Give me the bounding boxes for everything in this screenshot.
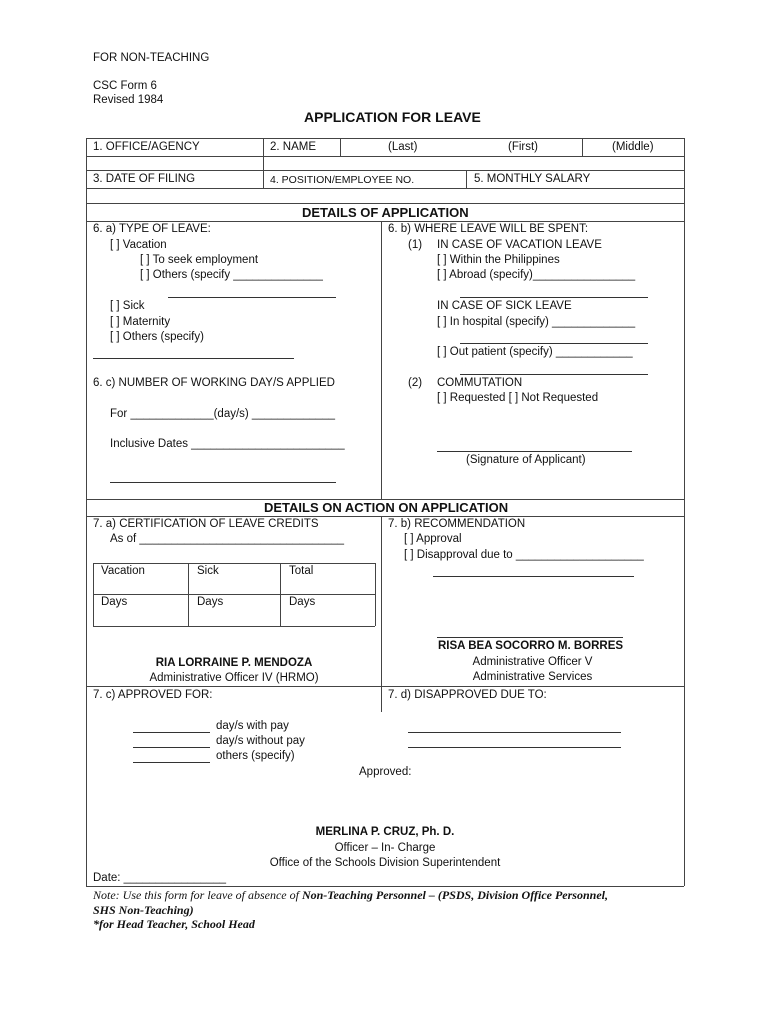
approver-title: Officer – In- Charge [334, 842, 436, 854]
date-field[interactable]: Date: ________________ [93, 872, 227, 884]
as-of-field[interactable]: As of ________________________________ [110, 533, 345, 545]
disapproved-reason-line-2[interactable] [408, 747, 621, 748]
credits-table-border [280, 563, 281, 626]
vacation-case-number: (1) [408, 239, 423, 251]
name-middle-label: (Middle) [612, 141, 654, 153]
in-hospital-line[interactable] [460, 343, 648, 344]
office-agency-label: 1. OFFICE/AGENCY [93, 141, 200, 153]
recommendation-label: 7. b) RECOMMENDATION [388, 518, 526, 530]
recommender-title: Administrative Officer V [472, 656, 593, 668]
note-line-2: SHS Non-Teaching) [93, 903, 194, 917]
days-without-pay-line[interactable] [133, 747, 210, 748]
credits-header-sick: Sick [197, 565, 219, 577]
inclusive-dates-field[interactable]: Inclusive Dates ________________________ [110, 438, 345, 450]
recommender-name: RISA BEA SOCORRO M. BORRES [438, 640, 624, 652]
frame-bottom-border [86, 886, 684, 887]
name-label: 2. NAME [270, 141, 317, 153]
certifier-title: Administrative Officer IV (HRMO) [149, 672, 319, 684]
credits-days-total: Days [289, 596, 316, 608]
page-title: APPLICATION FOR LEAVE [304, 109, 481, 125]
credits-table-border [93, 626, 375, 627]
name-last-label: (Last) [388, 141, 418, 153]
others-checkbox[interactable]: [ ] Others (specify) [110, 331, 204, 343]
frame-right-border [684, 138, 685, 886]
divider [86, 156, 684, 157]
approved-for-label: 7. c) APPROVED FOR: [93, 689, 213, 701]
certification-label: 7. a) CERTIFICATION OF LEAVE CREDITS [93, 518, 319, 530]
credits-days-vacation: Days [101, 596, 128, 608]
frame-left-border [86, 138, 87, 886]
position-label: 4. POSITION/EMPLOYEE NO. [270, 174, 415, 186]
disapproved-due-to-label: 7. d) DISAPPROVED DUE TO: [388, 689, 547, 701]
in-hospital-checkbox[interactable]: [ ] In hospital (specify) _____________ [437, 316, 636, 328]
sick-checkbox[interactable]: [ ] Sick [110, 300, 145, 312]
seek-employment-checkbox[interactable]: [ ] To seek employment [140, 254, 259, 266]
vacation-case-label: IN CASE OF VACATION LEAVE [437, 239, 602, 251]
note-line-3: *for Head Teacher, School Head [93, 917, 255, 931]
divider [381, 221, 382, 499]
commutation-options[interactable]: [ ] Requested [ ] Not Requested [437, 392, 599, 404]
abroad-line[interactable] [460, 297, 648, 298]
for-days-field[interactable]: For _____________(day/s) _____________ [110, 408, 336, 420]
commutation-number: (2) [408, 377, 423, 389]
divider [582, 138, 583, 156]
divider [86, 188, 684, 189]
credits-header-vacation: Vacation [101, 565, 145, 577]
recommender-unit: Administrative Services [472, 671, 593, 683]
form-number: CSC Form 6 [93, 80, 157, 92]
vacation-checkbox[interactable]: [ ] Vacation [110, 239, 167, 251]
divider [86, 516, 684, 517]
credits-header-total: Total [289, 565, 314, 577]
divider [86, 221, 684, 222]
credits-table-border [375, 563, 376, 626]
credits-table-border [93, 594, 375, 595]
note-bold: Non-Teaching Personnel – (PSDS, Division Office Personnel, [301, 888, 608, 902]
approved-label: Approved: [359, 766, 412, 778]
disapproved-reason-line-1[interactable] [408, 732, 621, 733]
divider [86, 203, 684, 204]
maternity-checkbox[interactable]: [ ] Maternity [110, 316, 171, 328]
days-with-pay-line[interactable] [133, 732, 210, 733]
divider [381, 516, 382, 712]
divider [263, 138, 264, 188]
applicant-signature-line[interactable] [437, 451, 632, 452]
type-of-leave-label: 6. a) TYPE OF LEAVE: [93, 223, 211, 235]
others-specify-label: others (specify) [216, 750, 295, 762]
disapproval-reason-line[interactable] [433, 576, 634, 577]
monthly-salary-label: 5. MONTHLY SALARY [474, 173, 591, 185]
form-revision: Revised 1984 [93, 94, 164, 106]
out-patient-line[interactable] [460, 374, 648, 375]
frame-top-border [86, 138, 684, 139]
details-title: DETAILS OF APPLICATION [302, 205, 469, 220]
disapproval-checkbox[interactable]: [ ] Disapproval due to ____________________ [404, 549, 644, 561]
vacation-others-checkbox[interactable]: [ ] Others (specify ______________ [140, 269, 323, 281]
abroad-checkbox[interactable]: [ ] Abroad (specify)________________ [437, 269, 636, 281]
working-days-label: 6. c) NUMBER OF WORKING DAY/S APPLIED [93, 377, 335, 389]
where-leave-spent-label: 6. b) WHERE LEAVE WILL BE SPENT: [388, 223, 589, 235]
credits-table-border [188, 563, 189, 626]
divider [86, 686, 684, 687]
vacation-others-line[interactable] [168, 297, 336, 298]
credits-days-sick: Days [197, 596, 224, 608]
form-category: FOR NON-TEACHING [93, 52, 210, 64]
out-patient-checkbox[interactable]: [ ] Out patient (specify) ____________ [437, 346, 633, 358]
others-specify-line[interactable] [93, 358, 294, 359]
name-first-label: (First) [508, 141, 539, 153]
applicant-signature-label: (Signature of Applicant) [466, 454, 586, 466]
commutation-label: COMMUTATION [437, 377, 523, 389]
certifier-name: RIA LORRAINE P. MENDOZA [155, 657, 313, 669]
inclusive-dates-line[interactable] [110, 482, 336, 483]
within-philippines-checkbox[interactable]: [ ] Within the Philippines [437, 254, 560, 266]
note-line-1 [93, 888, 608, 903]
recommender-signature-line[interactable] [437, 637, 623, 638]
approval-checkbox[interactable]: [ ] Approval [404, 533, 462, 545]
others-line[interactable] [133, 762, 210, 763]
approver-office: Office of the Schools Division Superintendent [269, 857, 501, 869]
action-title: DETAILS ON ACTION ON APPLICATION [264, 500, 509, 515]
note-prefix: Note: Use this form for leave of absence of [93, 888, 302, 902]
divider [86, 170, 684, 171]
days-with-pay-label: day/s with pay [216, 720, 289, 732]
credits-table-border [93, 563, 375, 564]
credits-table-border [93, 563, 94, 626]
days-without-pay-label: day/s without pay [216, 735, 305, 747]
divider [340, 138, 341, 156]
divider [466, 170, 467, 188]
sick-case-label: IN CASE OF SICK LEAVE [437, 300, 572, 312]
date-of-filing-label: 3. DATE OF FILING [93, 173, 196, 185]
approver-name: MERLINA P. CRUZ, Ph. D. [315, 826, 455, 838]
